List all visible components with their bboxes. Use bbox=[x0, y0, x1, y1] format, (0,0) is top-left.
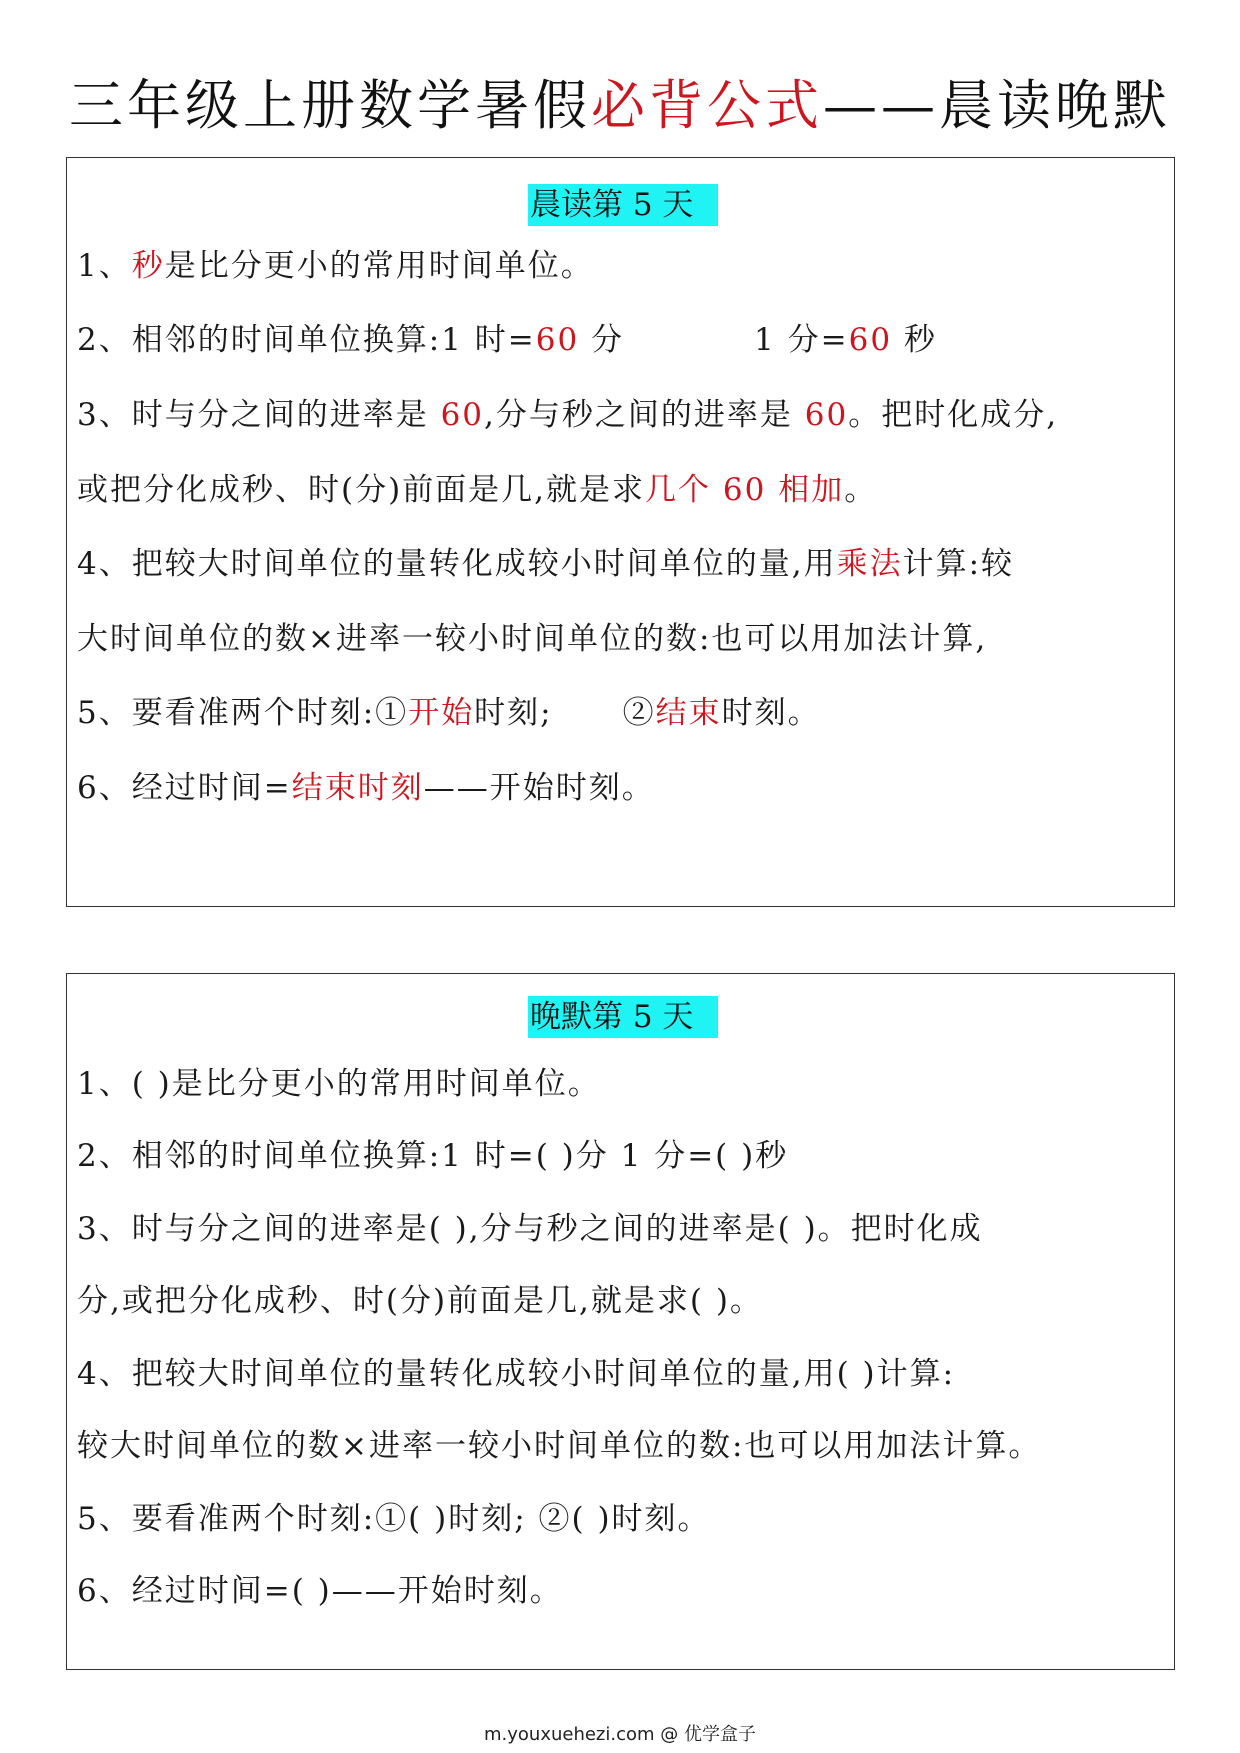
highlighted-term: 乘法 bbox=[836, 546, 903, 582]
morning-heading: 晨读第 5 天 bbox=[528, 184, 718, 226]
footer-source: m.youxuehezi.com @ 优学盒子 bbox=[483, 1724, 756, 1745]
morning-line-8 bbox=[77, 768, 655, 808]
highlighted-term: 60 bbox=[804, 397, 849, 433]
line-text: 大时间单位的数×进率一较小时间单位的数:也可以用加法计算, bbox=[77, 621, 988, 657]
morning-line-1 bbox=[77, 246, 594, 286]
morning-reading-box bbox=[66, 157, 1175, 907]
line-text: 时刻。 bbox=[721, 695, 821, 731]
morning-line-6 bbox=[77, 619, 987, 659]
title-part-3: ——晨读晚默 bbox=[823, 74, 1171, 137]
evening-line-4: 分,或把分化成秒、时(分)前面是几,就是求( )。 bbox=[77, 1283, 763, 1319]
morning-line-5 bbox=[77, 544, 1014, 584]
line-text: 计算:较 bbox=[902, 546, 1015, 582]
line-text: 2、相邻的时间单位换算:1 时= bbox=[77, 322, 536, 358]
page-title bbox=[0, 66, 1240, 146]
evening-recall-box bbox=[66, 973, 1175, 1670]
line-text: 4、把较大时间单位的量转化成较小时间单位的量,用 bbox=[77, 546, 837, 582]
line-text: 是比分更小的常用时间单位。 bbox=[164, 248, 594, 284]
title-part-highlight: 必背公式 bbox=[591, 74, 823, 137]
evening-line-2: 2、相邻的时间单位换算:1 时=( )分 1 分=( )秒 bbox=[77, 1138, 789, 1174]
line-text: 3、时与分之间的进率是 bbox=[77, 397, 441, 433]
title-part-1: 三年级上册数学暑假 bbox=[69, 74, 591, 137]
morning-line-7 bbox=[77, 693, 821, 733]
highlighted-term: 几个 60 相加 bbox=[645, 472, 845, 508]
evening-line-1: 1、( )是比分更小的常用时间单位。 bbox=[77, 1066, 601, 1102]
evening-line-8: 6、经过时间=( )——开始时刻。 bbox=[77, 1573, 563, 1609]
line-text: ——开始时刻。 bbox=[423, 770, 655, 806]
line-text: 6、经过时间= bbox=[77, 770, 292, 806]
highlighted-term: 结束 bbox=[655, 695, 722, 731]
evening-line-5: 4、把较大时间单位的量转化成较小时间单位的量,用( )计算: bbox=[77, 1356, 956, 1392]
line-text: 。 bbox=[844, 472, 878, 508]
line-text: 。把时化成分, bbox=[848, 397, 1059, 433]
morning-line-3 bbox=[77, 395, 1058, 435]
line-text: ,分与秒之间的进率是 bbox=[484, 397, 805, 433]
highlighted-term: 秒 bbox=[131, 248, 165, 284]
evening-line-3: 3、时与分之间的进率是( ),分与秒之间的进率是( )。把时化成 bbox=[77, 1211, 983, 1247]
line-text: 5、要看准两个时刻:① bbox=[77, 695, 409, 731]
line-text: 1、 bbox=[77, 248, 132, 284]
line-text: 秒 bbox=[892, 322, 937, 358]
line-text: 1 分= bbox=[754, 322, 849, 358]
highlighted-term: 60 bbox=[535, 322, 580, 358]
line-text: 时刻; bbox=[474, 695, 553, 731]
morning-line-4 bbox=[77, 470, 877, 510]
line-text: ② bbox=[622, 695, 656, 731]
evening-line-6: 较大时间单位的数×进率一较小时间单位的数:也可以用加法计算。 bbox=[77, 1428, 1042, 1464]
highlighted-term: 60 bbox=[440, 397, 485, 433]
highlighted-term: 结束时刻 bbox=[291, 770, 424, 806]
evening-heading: 晚默第 5 天 bbox=[528, 996, 718, 1038]
morning-line-2 bbox=[77, 320, 937, 360]
highlighted-term: 60 bbox=[848, 322, 893, 358]
evening-line-7: 5、要看准两个时刻:①( )时刻; ②( )时刻。 bbox=[77, 1501, 711, 1537]
highlighted-term: 开始 bbox=[408, 695, 475, 731]
line-text: 或把分化成秒、时(分)前面是几,就是求 bbox=[77, 472, 646, 508]
line-text: 分 bbox=[579, 322, 625, 358]
